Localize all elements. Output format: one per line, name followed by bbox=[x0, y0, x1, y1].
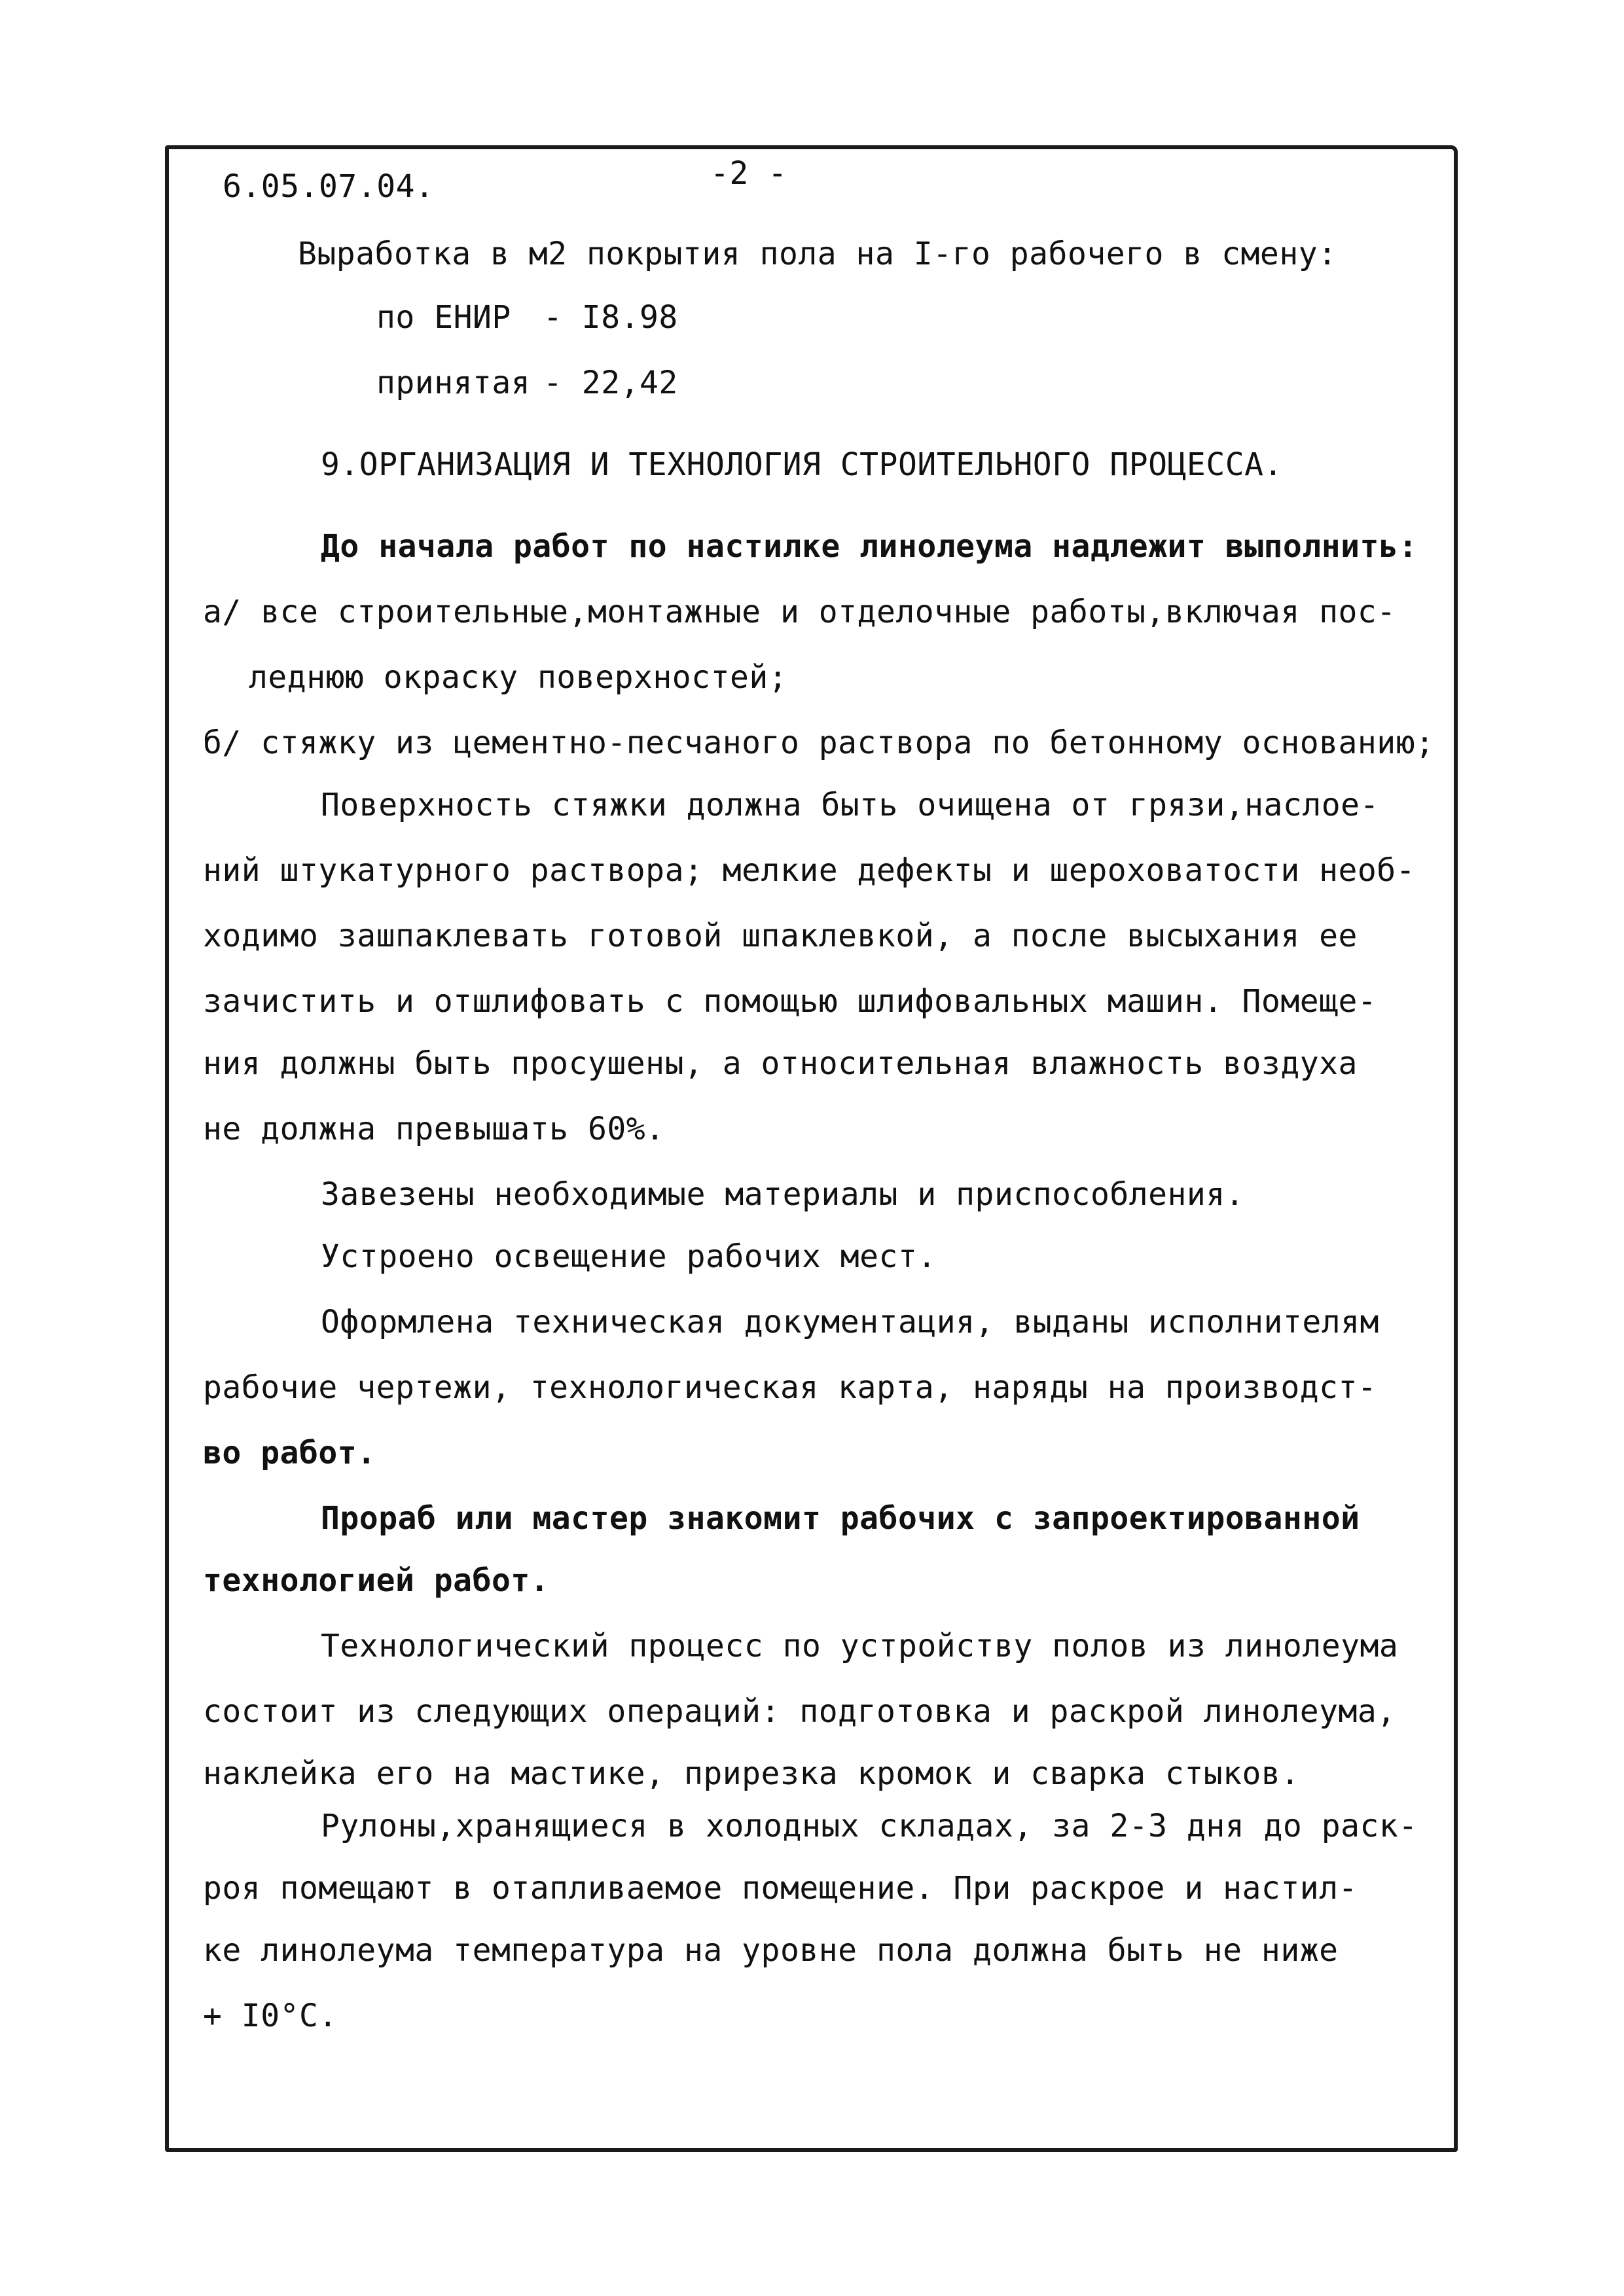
body-line: ходимо зашпаклевать готовой шпаклевкой, а после высыхания ее bbox=[203, 918, 1358, 954]
body-line: ния должны быть просушены, а относительная влажность воздуха bbox=[203, 1045, 1358, 1082]
accepted-label: принятая bbox=[376, 365, 531, 401]
body-line: Прораб или мастер знакомит рабочих с запроектированной bbox=[321, 1500, 1360, 1537]
page-number: -2 - bbox=[710, 155, 787, 192]
body-line: роя помещают в отапливаемое помещение. При раскрое и настил- bbox=[203, 1870, 1358, 1907]
body-line: ний штукатурного раствора; мелкие дефекты и шероховатости необ- bbox=[203, 852, 1416, 889]
body-line: рабочие чертежи, технологическая карта, наряды на производст- bbox=[203, 1369, 1377, 1406]
body-line: ке линолеума температура на уровне пола должна быть не ниже bbox=[203, 1932, 1339, 1969]
body-line: До начала работ по настилке линолеума надлежит выполнить: bbox=[321, 528, 1418, 565]
accepted-value: - 22,42 bbox=[543, 365, 678, 401]
body-line: технологией работ. bbox=[203, 1562, 550, 1599]
body-line: состоит из следующих операций: подготовка и раскрой линолеума, bbox=[203, 1693, 1396, 1730]
body-line: во работ. bbox=[203, 1435, 376, 1471]
enir-label: по ЕНИР bbox=[376, 299, 511, 336]
body-line: Поверхность стяжки должна быть очищена от грязи,наслое- bbox=[321, 787, 1379, 823]
section-heading: 9.ОРГАНИЗАЦИЯ И ТЕХНОЛОГИЯ СТРОИТЕЛЬНОГО ПРОЦЕССА. bbox=[321, 446, 1283, 483]
body-line: Оформлена техническая документация, выданы исполнителям bbox=[321, 1304, 1379, 1340]
body-line: Технологический процесс по устройству полов из линолеума bbox=[321, 1628, 1399, 1664]
body-line: наклейка его на мастике, прирезка кромок и сварка стыков. bbox=[203, 1755, 1300, 1792]
document-code: 6.05.07.04. bbox=[223, 168, 435, 205]
body-line: Завезены необходимые материалы и приспособления. bbox=[321, 1176, 1245, 1213]
body-line: Рулоны,хранящиеся в холодных складах, за 2-3 дня до раск- bbox=[321, 1808, 1418, 1844]
body-line: не должна превышать 60%. bbox=[203, 1111, 665, 1147]
output-title: Выработка в м2 покрытия пола на I-го рабочего в смену: bbox=[298, 236, 1337, 272]
body-line: зачистить и отшлифовать с помощью шлифовальных машин. Помеще- bbox=[203, 983, 1377, 1020]
body-line: леднюю окраску поверхностей; bbox=[249, 659, 788, 696]
body-line: б/ стяжку из цементно-песчаного раствора по бетонному основанию; bbox=[203, 725, 1435, 761]
enir-value: - I8.98 bbox=[543, 299, 678, 336]
body-line: а/ все строительные,монтажные и отделочные работы,включая пос- bbox=[203, 594, 1396, 630]
body-line: + I0°C. bbox=[203, 1998, 338, 2034]
body-line: Устроено освещение рабочих мест. bbox=[321, 1238, 937, 1275]
